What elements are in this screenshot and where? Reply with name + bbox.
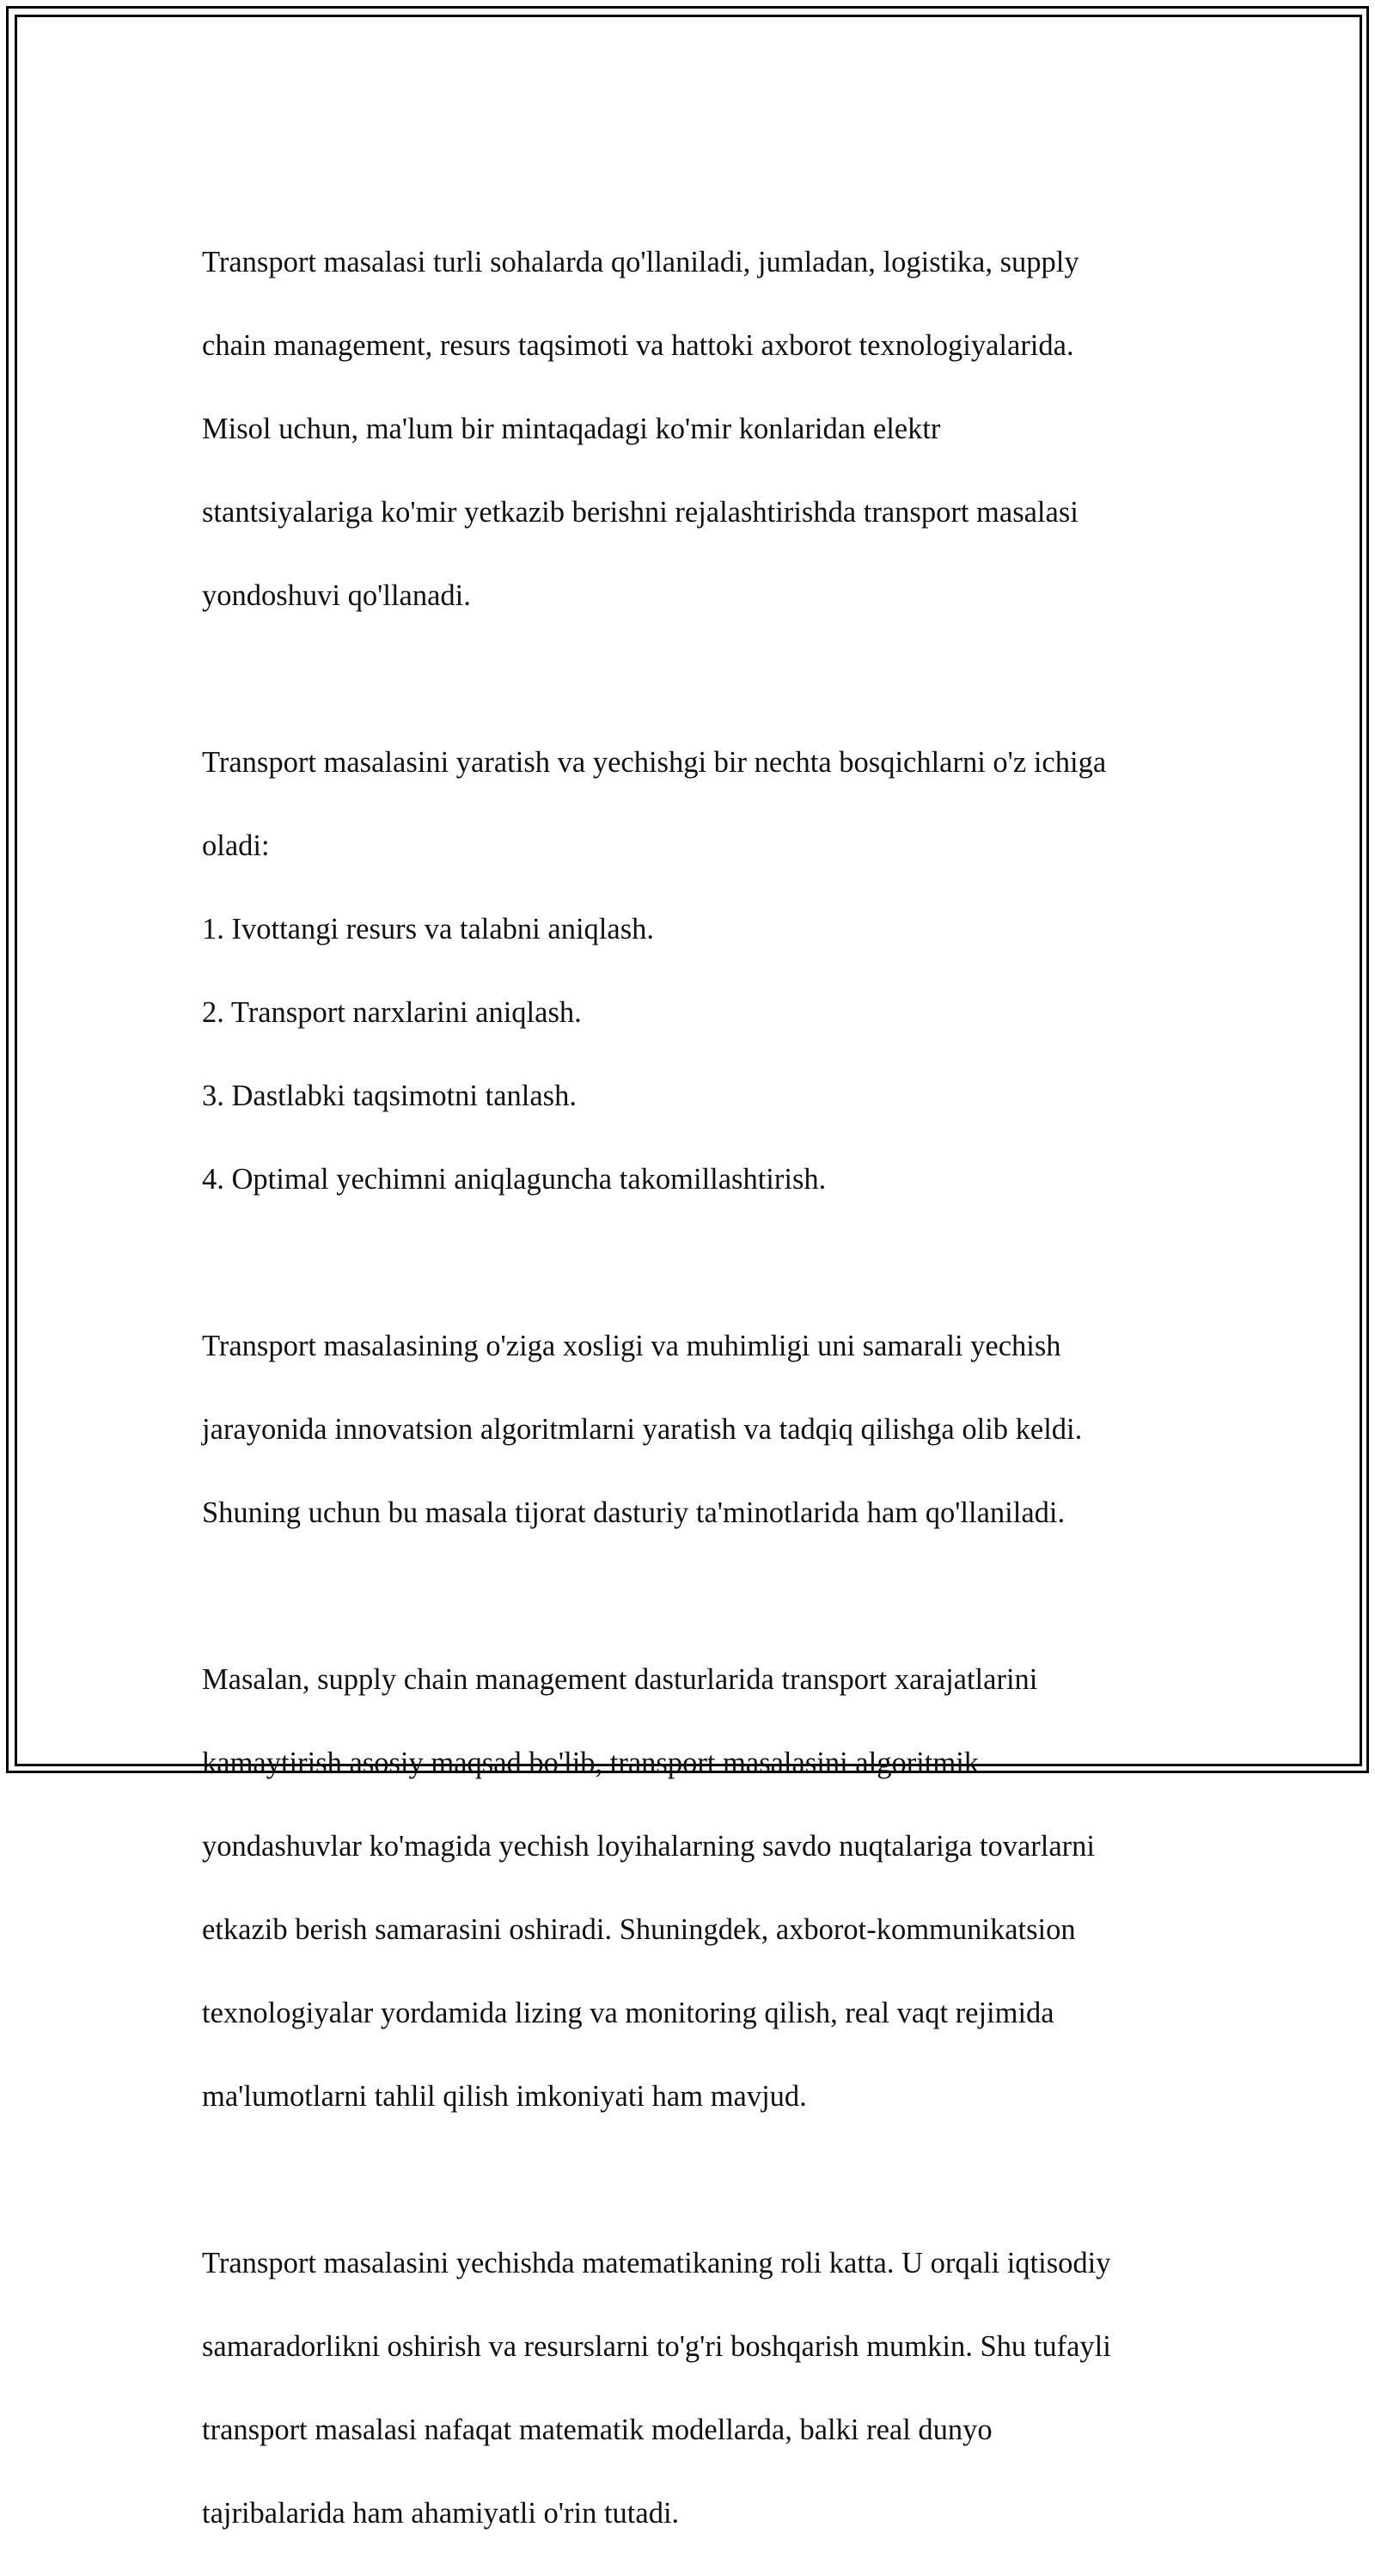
text-line: texnologiyalar yordamida lizing va monitoring qilish, real vaqt rejimida	[202, 1996, 1054, 2029]
text-line: Transport masalasini yaratish va yechishgi bir nechta bosqichlarni o'z ichiga	[202, 745, 1107, 779]
text-line: Shuning uchun bu masala tijorat dasturiy ta'minotlarida ham qo'llaniladi.	[202, 1496, 1066, 1529]
text-line: Transport masalasining o'ziga xosligi va muhimligi uni samarali yechish	[202, 1329, 1061, 1362]
text-line: samaradorlikni oshirish va resurslarni to'g'ri boshqarish mumkin. Shu tufayli	[202, 2329, 1111, 2363]
list-item: 2. Transport narxlarini aniqlash.	[202, 995, 582, 1029]
text-line: kamaytirish asosiy maqsad bo'lib, transport masalasini algoritmik	[202, 1746, 980, 1779]
text-line: yondashuvlar ko'magida yechish loyihalarning savdo nuqtalariga tovarlarni	[202, 1829, 1096, 1863]
text-line: chain management, resurs taqsimoti va hattoki axborot texnologiyalarida.	[202, 328, 1074, 362]
text-line: ma'lumotlarni tahlil qilish imkoniyati ham mavjud.	[202, 2079, 807, 2113]
text-line: oladi:	[202, 829, 270, 862]
paragraph-importance	[202, 1283, 1199, 1576]
document-body	[202, 199, 1199, 2576]
paragraph-applications	[202, 199, 1199, 658]
paragraph-example	[202, 1617, 1199, 2159]
text-line: transport masalasi nafaqat matematik modellarda, balki real dunyo	[202, 2413, 993, 2446]
text-line: Misol uchun, ma'lum bir mintaqadagi ko'mir konlaridan elektr	[202, 412, 941, 445]
paragraph-steps	[202, 700, 1199, 1242]
text-line: jarayonida innovatsion algoritmlarni yaratish va tadqiq qilishga olib keldi.	[202, 1412, 1083, 1446]
text-line: Transport masalasi turli sohalarda qo'llaniladi, jumladan, logistika, supply	[202, 245, 1079, 278]
text-line: etkazib berish samarasini oshiradi. Shuningdek, axborot-kommunikatsion	[202, 1912, 1076, 1946]
text-line: stantsiyalariga ko'mir yetkazib berishni rejalashtirishda transport masalasi	[202, 495, 1079, 529]
paragraph-conclusion	[202, 2200, 1199, 2576]
list-item: 4. Optimal yechimni aniqlaguncha takomillashtirish.	[202, 1162, 827, 1196]
text-line: Masalan, supply chain management dasturlarida transport xarajatlarini	[202, 1662, 1038, 1696]
text-line: yondoshuvi qo'llanadi.	[202, 578, 471, 612]
text-line: Transport masalasini yechishda matematikaning roli katta. U orqali iqtisodiy	[202, 2246, 1111, 2279]
list-item: 1. Ivottangi resurs va talabni aniqlash.	[202, 912, 654, 945]
list-item: 3. Dastlabki taqsimotni tanlash.	[202, 1079, 577, 1112]
text-line: tajribalarida ham ahamiyatli o'rin tutadi.	[202, 2496, 680, 2530]
